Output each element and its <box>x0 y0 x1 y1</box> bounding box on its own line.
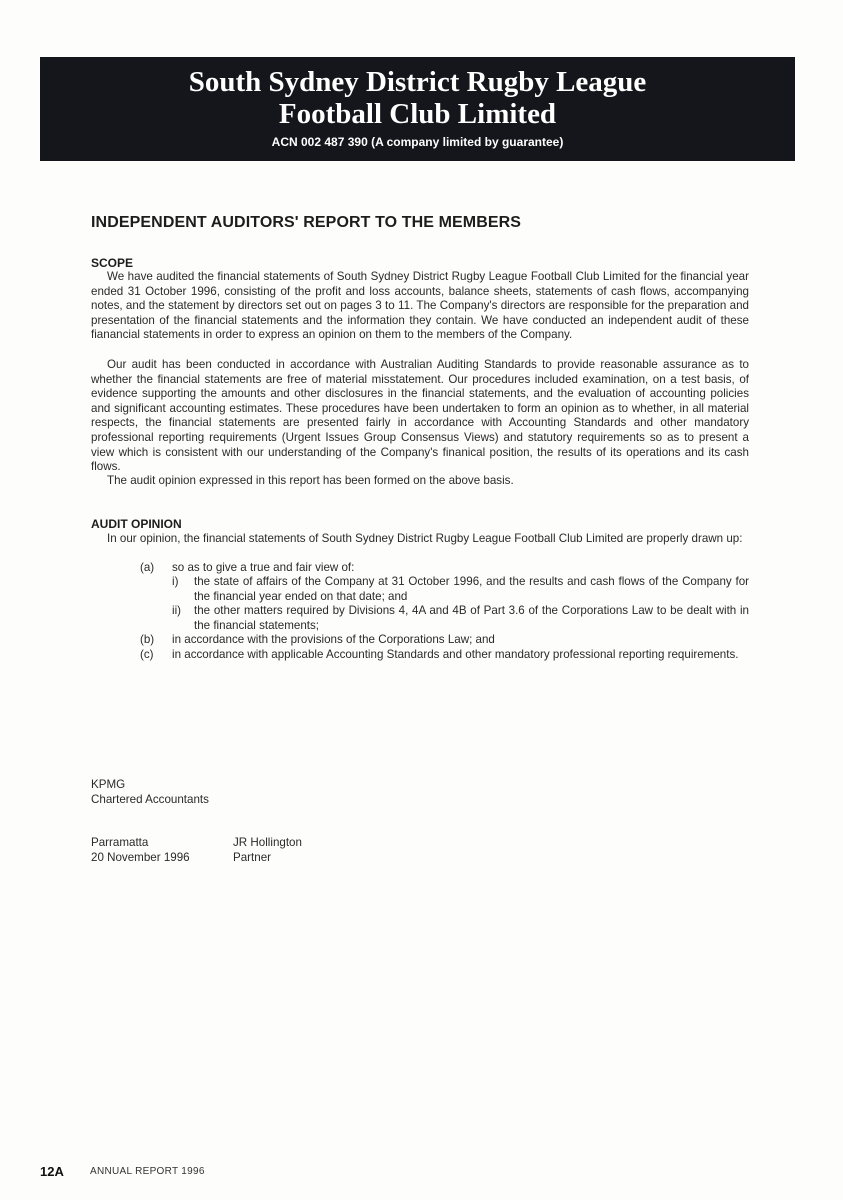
opinion-item-a <box>140 561 749 576</box>
item-text: the state of affairs of the Company at 31 October 1996, and the results and cash flows of the Company for the financial year ended on that date; and <box>194 575 749 603</box>
scope-paragraph-1: We have audited the financial statements of South Sydney District Rugby League Football Club Limited for the financial year ended 31 October 1996, consisting of the profit and loss accounts, balance sheets, statements of cash flows, accompanying notes, and the statement by directors set out on pages 3 to 11. The Company's directors are responsible for the preparation and presentation of the financial statements and the information they contain. We have conducted an independent audit of these fianancial statements in order to express an opinion on them to the members of the Company. <box>91 270 749 342</box>
opinion-item-c <box>140 648 749 663</box>
item-text: so as to give a true and fair view of: <box>172 561 355 574</box>
firm-description: Chartered Accountants <box>91 793 209 806</box>
page-number: 12A <box>40 1164 64 1179</box>
signatory-name: JR Hollington <box>233 836 302 849</box>
item-marker: (c) <box>140 648 154 661</box>
item-marker: (b) <box>140 633 155 646</box>
opinion-item-b <box>140 633 749 648</box>
item-marker: (a) <box>140 561 155 574</box>
opinion-item-ii <box>172 604 749 633</box>
opinion-item-i <box>172 575 749 604</box>
item-marker: i) <box>172 575 179 588</box>
scope-paragraph-2: Our audit has been conducted in accordance with Australian Auditing Standards to provide reasonable assurance as to whether the financial statements are free of material misstatement. Our procedures included examination, on a test basis, of evidence supporting the amounts and other disclosures in the financial statements, and the evaluation of accounting policies and significant accounting estimates. These procedures have been undertaken to form an opinion as to whether, in all material respects, the financial statements are presented fairly in accordance with Accounting Standards and other mandatory professional reporting requirements (Urgent Issues Group Consensus Views) and statutory requirements so as to present a view which is consistent with our understanding of the Company's finanical position, the results of its operations and its cash flows. <box>91 358 749 474</box>
firm-name: KPMG <box>91 778 126 791</box>
item-text: in accordance with the provisions of the Corporations Law; and <box>172 633 495 646</box>
item-text: the other matters required by Divisions 4, 4A and 4B of Part 3.6 of the Corporations Law to be dealt with in the financial statements; <box>194 604 749 632</box>
footer-text: ANNUAL REPORT 1996 <box>90 1166 205 1177</box>
header-banner <box>40 57 795 161</box>
signing-date: 20 November 1996 <box>91 851 190 864</box>
audit-opinion-heading: AUDIT OPINION <box>91 517 182 531</box>
club-name-line-2: Football Club Limited <box>278 98 557 130</box>
club-name-line-1: South Sydney District Rugby League <box>188 66 647 98</box>
item-marker: ii) <box>172 604 182 617</box>
scope-heading: SCOPE <box>91 256 134 270</box>
report-title: INDEPENDENT AUDITORS' REPORT TO THE MEMBERS <box>91 214 522 231</box>
acn-line: ACN 002 487 390 (A company limited by guarantee) <box>271 135 564 149</box>
signatory-role: Partner <box>233 851 272 864</box>
item-text: in accordance with applicable Accounting Standards and other mandatory professional reporting requirements. <box>172 648 739 661</box>
scope-paragraph-3: The audit opinion expressed in this report has been formed on the above basis. <box>107 474 514 487</box>
signing-place: Parramatta <box>91 836 149 849</box>
opinion-intro: In our opinion, the financial statements of South Sydney District Rugby League Football Club Limited are properly drawn up: <box>107 532 743 545</box>
